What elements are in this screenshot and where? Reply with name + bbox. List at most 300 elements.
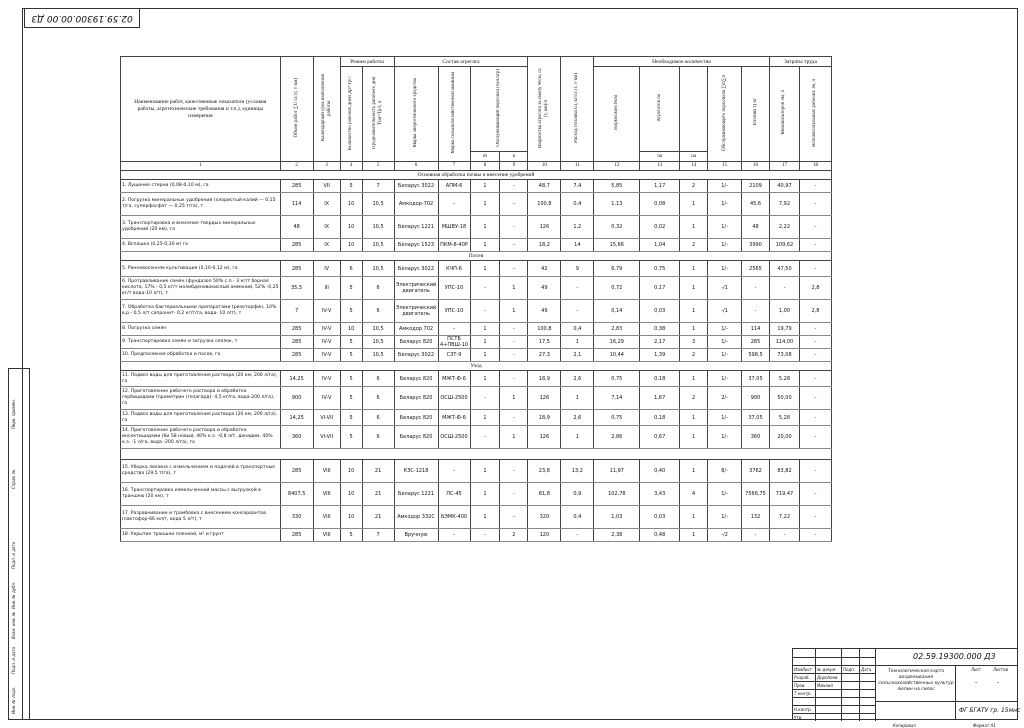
- table-cell: 285: [280, 336, 313, 349]
- operation-name: 15. Уборка люпина с измельчением и подачей в транспортные средства (29,5 т/га), т: [121, 460, 281, 483]
- table-cell: -: [438, 529, 470, 542]
- column-number: 3: [313, 162, 340, 171]
- table-cell: 3762: [742, 460, 770, 483]
- table-cell: 100,8: [528, 323, 561, 336]
- table-cell: АПМ-6: [438, 180, 470, 193]
- table-row: [121, 483, 832, 506]
- table-cell: 10,5: [362, 323, 394, 336]
- table-cell: 360: [280, 426, 313, 449]
- section-title: Основная обработка почвы и внесение удобрений: [121, 171, 832, 180]
- table-cell: -: [470, 300, 500, 323]
- table-row: [121, 300, 832, 323]
- table-cell: 13,2: [561, 460, 594, 483]
- table-cell: 7: [362, 529, 394, 542]
- table-cell: 27,3: [528, 349, 561, 362]
- table-cell: -: [561, 529, 594, 542]
- table-cell: 14: [561, 239, 594, 252]
- table-cell: 102,78: [594, 483, 640, 506]
- table-cell: 1: [680, 426, 708, 449]
- table-row: [121, 193, 832, 216]
- table-cell: 285: [280, 180, 313, 193]
- table-cell: IV-V: [313, 371, 340, 387]
- table-cell: 0,32: [594, 216, 640, 239]
- header-output: Выработка агрегата за смену Wсм, га (т, км)/ч: [528, 57, 561, 162]
- table-cell: 10: [340, 239, 362, 252]
- table-row: [121, 529, 832, 542]
- header-machine: Марка сельскохозяйственной машины: [438, 67, 470, 162]
- table-cell: 48,7: [528, 180, 561, 193]
- table-cell: 7,14: [594, 387, 640, 410]
- table-cell: 18,2: [528, 239, 561, 252]
- table-cell: 114: [280, 193, 313, 216]
- operation-name: 6. Протравливание семян (фундазол 50% с.п.- 3 кг/т борная кислота, 17% - 0,5 кг/т молибденовокислый аммоний, 52% -0,25 кг/т вода-10 л/т), т: [121, 277, 281, 300]
- table-cell: -: [500, 323, 528, 336]
- table-cell: 10,5: [362, 349, 394, 362]
- table-cell: 7,4: [561, 180, 594, 193]
- table-cell: -: [799, 506, 831, 529]
- table-cell: -: [799, 193, 831, 216]
- header-shift: Продолжительность рабочего дня Тсм=Тр/t, ч: [362, 67, 394, 162]
- table-cell: 15,66: [594, 239, 640, 252]
- table-cell: 2,17: [640, 336, 680, 349]
- table-cell: -: [742, 529, 770, 542]
- table-cell: VIII: [313, 460, 340, 483]
- table-cell: 10,5: [362, 239, 394, 252]
- tb-sheets: -: [997, 679, 1000, 686]
- table-cell: 109,62: [770, 239, 800, 252]
- operation-name: 10. Предпосевная обработка и посев, га: [121, 349, 281, 362]
- table-cell: КЧП-6: [438, 261, 470, 277]
- tb-role: Изм.: [794, 667, 804, 672]
- table-cell: 0,9: [561, 483, 594, 506]
- table-cell: Электрический двигатель: [394, 300, 438, 323]
- table-cell: -: [470, 277, 500, 300]
- table-cell: 0,72: [594, 277, 640, 300]
- header-n: n: [500, 152, 528, 162]
- table-cell: Беларус 820: [394, 336, 438, 349]
- table-cell: -: [500, 336, 528, 349]
- table-cell: 1: [680, 529, 708, 542]
- table-cell: 598,5: [742, 349, 770, 362]
- tb-sheets-label: Листов: [993, 667, 1008, 672]
- operation-name: 17. Разравнивание и трамбовка с внесением консервантов (лактофор-66 мл/т, вода 5 л/т), т: [121, 506, 281, 529]
- table-cell: 1/-: [708, 261, 742, 277]
- table-cell: 2: [680, 239, 708, 252]
- table-cell: 5: [340, 180, 362, 193]
- table-cell: ОСШ-2500: [438, 426, 470, 449]
- operation-name: 9. Транспортировка семян и загрузка сеялок, т: [121, 336, 281, 349]
- table-cell: 120: [528, 529, 561, 542]
- table-row: [121, 239, 832, 252]
- header-term: Календарный срок выполнения работы: [313, 57, 340, 162]
- header-units: Агрегатов nа: [640, 67, 680, 152]
- table-cell: -: [799, 371, 831, 387]
- corner-stamp: 02.59.19300.00.00 Д3: [24, 8, 140, 28]
- table-cell: IV-V: [313, 349, 340, 362]
- table-cell: 1: [470, 180, 500, 193]
- table-cell: 1: [470, 261, 500, 277]
- table-cell: 1/-: [708, 193, 742, 216]
- table-cell: 1/-: [708, 426, 742, 449]
- table-cell: 7: [362, 180, 394, 193]
- header-fuel-total: Топлива Q кг: [742, 67, 770, 162]
- table-cell: 1: [680, 300, 708, 323]
- table-cell: 360: [742, 426, 770, 449]
- table-cell: -: [500, 460, 528, 483]
- table-cell: -: [799, 323, 831, 336]
- table-cell: 10,44: [594, 349, 640, 362]
- table-cell: 8/-: [708, 460, 742, 483]
- table-cell: Беларус 3022: [394, 180, 438, 193]
- table-cell: Амкодор 332С: [394, 506, 438, 529]
- table-cell: 5: [340, 410, 362, 426]
- table-cell: 1,17: [640, 180, 680, 193]
- column-number: 7: [438, 162, 470, 171]
- table-cell: -: [799, 261, 831, 277]
- table-cell: 2: [680, 180, 708, 193]
- table-cell: 1: [500, 426, 528, 449]
- table-cell: 1: [500, 277, 528, 300]
- table-cell: 2,1: [561, 349, 594, 362]
- table-cell: 2,8: [799, 277, 831, 300]
- table-cell: -: [799, 336, 831, 349]
- table-cell: -: [799, 529, 831, 542]
- column-number: 14: [680, 162, 708, 171]
- table-cell: IX: [313, 193, 340, 216]
- table-cell: Амкодор-702: [394, 193, 438, 216]
- column-number: 18: [799, 162, 831, 171]
- table-cell: 1: [680, 261, 708, 277]
- table-cell: 0,40: [640, 460, 680, 483]
- table-cell: Беларус 1523: [394, 239, 438, 252]
- tb-sheet-label: Лист: [971, 667, 982, 672]
- section-spacer: [121, 449, 832, 460]
- table-cell: Вручную: [394, 529, 438, 542]
- table-cell: -/1: [708, 277, 742, 300]
- table-cell: 6: [362, 277, 394, 300]
- header-m: m: [470, 152, 500, 162]
- table-cell: -/2: [708, 529, 742, 542]
- table-cell: 1: [470, 239, 500, 252]
- table-cell: VI-VII: [313, 410, 340, 426]
- tb-role: Н.контр.: [794, 707, 812, 712]
- table-cell: 1: [680, 277, 708, 300]
- table-cell: 5: [340, 349, 362, 362]
- table-cell: 23,8: [528, 460, 561, 483]
- table-cell: 1: [500, 387, 528, 410]
- side-label: Инв. № подл.: [11, 686, 16, 714]
- table-cell: 132: [742, 506, 770, 529]
- table-cell: 0,75: [640, 261, 680, 277]
- side-label: Подп. и дата: [11, 541, 16, 569]
- operation-name: 12. Приготовление рабочего раствора и обработка гербицидами (прометрин (гезагард)- 4,5 кг/га, вода-200 л/га), га: [121, 387, 281, 410]
- operation-name: 2. Погрузка минеральных удобрений (хлористый калий — 0,15 т/га, суперфосфат — 0,25 т/га), т: [121, 193, 281, 216]
- table-cell: КЗС-1218: [394, 460, 438, 483]
- table-cell: -: [799, 387, 831, 410]
- table-cell: 719,47: [770, 483, 800, 506]
- table-cell: -: [438, 323, 470, 336]
- table-cell: -: [799, 460, 831, 483]
- technology-table: [120, 56, 832, 542]
- table-cell: 37,05: [742, 410, 770, 426]
- header-na: na: [640, 152, 680, 162]
- table-cell: Беларус 1221: [394, 216, 438, 239]
- table-cell: 35,5: [280, 277, 313, 300]
- table-cell: VIII: [313, 506, 340, 529]
- table-cell: 285: [280, 460, 313, 483]
- table-cell: 0,14: [594, 300, 640, 323]
- table-row: [121, 336, 832, 349]
- table-cell: 1: [680, 410, 708, 426]
- table-cell: 0,38: [640, 323, 680, 336]
- table-cell: Беларус 820: [394, 387, 438, 410]
- side-label: Взам. инв. №: [11, 611, 16, 639]
- table-cell: 37,05: [742, 371, 770, 387]
- table-cell: 1: [470, 349, 500, 362]
- table-cell: 320: [528, 506, 561, 529]
- table-cell: 1: [680, 323, 708, 336]
- operation-name: 16. Транспортировка измельченной массы с выгрузкой в траншею (20 км), т: [121, 483, 281, 506]
- table-cell: 14,25: [280, 410, 313, 426]
- table-cell: 8407,5: [280, 483, 313, 506]
- table-cell: 5: [340, 300, 362, 323]
- table-cell: 1/-: [708, 483, 742, 506]
- table-cell: 6: [340, 261, 362, 277]
- column-number: 17: [770, 162, 800, 171]
- column-number: 13: [640, 162, 680, 171]
- table-cell: 6: [362, 387, 394, 410]
- table-cell: 0,75: [594, 371, 640, 387]
- table-cell: 7566,75: [742, 483, 770, 506]
- table-cell: 10,5: [362, 193, 394, 216]
- table-cell: 100,8: [528, 193, 561, 216]
- table-cell: 1: [561, 336, 594, 349]
- table-row: [121, 410, 832, 426]
- table-row: [121, 261, 832, 277]
- table-cell: 1,03: [594, 506, 640, 529]
- table-cell: 1: [680, 371, 708, 387]
- table-cell: 1: [500, 300, 528, 323]
- table-cell: 2565: [742, 261, 770, 277]
- table-cell: 2109: [742, 180, 770, 193]
- table-cell: IX: [313, 239, 340, 252]
- table-cell: 6: [362, 371, 394, 387]
- table-cell: IV-V: [313, 336, 340, 349]
- table-cell: 6: [362, 300, 394, 323]
- table-cell: 3: [680, 336, 708, 349]
- table-cell: ПСТБ 4+ПВШ-10: [439, 336, 469, 348]
- table-cell: МЖТ-Ф-6: [438, 371, 470, 387]
- operation-name: 3. Транспортировка и внесение твердых минеральных удобрений (20 км), га: [121, 216, 281, 239]
- section-row: [121, 362, 832, 371]
- table-cell: 2,86: [594, 426, 640, 449]
- operation-name: 1. Лущение стерни (0,08-0,10 м), га: [121, 180, 281, 193]
- table-cell: 47,50: [770, 261, 800, 277]
- table-cell: 1/-: [708, 371, 742, 387]
- table-cell: -: [799, 216, 831, 239]
- header-staff: Обслуживающий персонал (чел/агр): [470, 67, 528, 152]
- table-cell: 49: [528, 300, 561, 323]
- table-cell: 2,22: [770, 216, 800, 239]
- header-group-mode: Режим работы: [340, 57, 394, 67]
- table-cell: 5: [340, 426, 362, 449]
- table-cell: 0,08: [640, 193, 680, 216]
- table-cell: Беларус 820: [394, 426, 438, 449]
- table-cell: 2,8: [799, 300, 831, 323]
- table-cell: 7,92: [770, 193, 800, 216]
- title-block: [792, 648, 1021, 728]
- table-cell: 1: [470, 323, 500, 336]
- tb-name: Михаил: [817, 683, 834, 688]
- table-cell: 73,08: [770, 349, 800, 362]
- table-cell: -: [500, 216, 528, 239]
- table-cell: VIII: [313, 529, 340, 542]
- table-cell: -: [799, 239, 831, 252]
- table-cell: 1/-: [708, 410, 742, 426]
- table-cell: VIII: [313, 483, 340, 506]
- table-cell: 1: [470, 506, 500, 529]
- table-cell: 7,22: [770, 506, 800, 529]
- column-number: 9: [500, 162, 528, 171]
- table-cell: 0,02: [640, 216, 680, 239]
- table-cell: 1: [680, 506, 708, 529]
- table-row: [121, 460, 832, 483]
- column-number: 6: [394, 162, 438, 171]
- header-days: Количество рабочих дней Др=Тр/7: [340, 67, 362, 162]
- table-cell: 0,75: [594, 410, 640, 426]
- side-label: Подп. и дата: [11, 646, 16, 674]
- table-cell: 900: [280, 387, 313, 410]
- table-cell: 16,29: [594, 336, 640, 349]
- table-cell: 1/-: [708, 336, 742, 349]
- table-cell: 42: [528, 261, 561, 277]
- section-title: Посев: [121, 252, 832, 261]
- table-cell: МШВУ-18: [438, 216, 470, 239]
- table-cell: 4: [680, 483, 708, 506]
- table-cell: 1: [470, 216, 500, 239]
- table-cell: 50,00: [770, 387, 800, 410]
- table-cell: 1/-: [708, 239, 742, 252]
- tb-copied: Копировал: [893, 723, 916, 728]
- table-cell: 1,04: [640, 239, 680, 252]
- column-number: 12: [594, 162, 640, 171]
- operation-name: 14. Приготовление рабочего раствора и обработка инсектицидами (би 58 новый, 40% к.э. -0,8 л/т, данадим, 40% к.э. -1 л/га, вода -200 л/га), га: [121, 426, 281, 449]
- header-group-need: Необходимое количество: [594, 57, 770, 67]
- table-cell: 330: [280, 506, 313, 529]
- table-row: [121, 371, 832, 387]
- operation-name: 13. Подвоз воды для приготовления раствора (20 км, 200 л/га), га: [121, 410, 281, 426]
- table-cell: 1: [680, 216, 708, 239]
- table-cell: 11,97: [594, 460, 640, 483]
- table-cell: -: [561, 277, 594, 300]
- section-title: Уход: [121, 362, 832, 371]
- table-cell: Электрический двигатель: [394, 277, 438, 300]
- table-cell: 285: [280, 529, 313, 542]
- section-row: [121, 252, 832, 261]
- table-cell: IX: [313, 216, 340, 239]
- table-cell: -: [799, 410, 831, 426]
- table-row: [121, 323, 832, 336]
- table-cell: 126: [528, 387, 561, 410]
- table-row: [121, 387, 832, 410]
- table-cell: Беларус 3022: [394, 349, 438, 362]
- column-number: 15: [708, 162, 742, 171]
- table-cell: 0,4: [561, 506, 594, 529]
- table-cell: 0,18: [640, 410, 680, 426]
- tb-role: Пров.: [794, 683, 806, 688]
- tb-role: Лист: [802, 667, 813, 672]
- operation-name: 8. Погрузка семян: [121, 323, 281, 336]
- table-cell: -: [500, 349, 528, 362]
- operation-name: 7. Обработка бактериальными препаратами (ризоторфин, 10% в.р.- 0,5 л/т сапронит- 0,2 кг/т/га, вода- 10 л/т), т: [121, 300, 281, 323]
- table-cell: 1: [470, 371, 500, 387]
- table-cell: 10: [340, 460, 362, 483]
- tb-role: Утв.: [794, 715, 803, 720]
- table-cell: 21: [362, 506, 394, 529]
- table-row: [121, 426, 832, 449]
- column-number: 10: [528, 162, 561, 171]
- table-cell: -: [438, 460, 470, 483]
- table-cell: 2/-: [708, 387, 742, 410]
- table-cell: 21: [362, 483, 394, 506]
- table-cell: III: [313, 277, 340, 300]
- operation-name: 4. Вспашка (0,25-0,30 м) га: [121, 239, 281, 252]
- tb-code: 02.59.19300.000 Д3: [913, 652, 996, 661]
- table-cell: ОСШ-2500: [438, 387, 470, 410]
- tb-format: Формат А1: [973, 723, 996, 728]
- table-cell: 1/-: [708, 216, 742, 239]
- table-cell: 2: [500, 529, 528, 542]
- table-cell: 2: [680, 387, 708, 410]
- table-cell: 1,00: [770, 300, 800, 323]
- header-group-unit: Состав агрегата: [394, 57, 528, 67]
- table-cell: 5: [340, 336, 362, 349]
- table-cell: 1: [470, 336, 500, 349]
- column-number: 2: [280, 162, 313, 171]
- table-cell: -: [500, 483, 528, 506]
- table-cell: -: [799, 483, 831, 506]
- table-cell: 21: [362, 460, 394, 483]
- table-cell: 6: [362, 410, 394, 426]
- table-cell: 10,5: [362, 261, 394, 277]
- table-cell: -/1: [708, 300, 742, 323]
- table-cell: Беларус 820: [394, 371, 438, 387]
- table-cell: 1,13: [594, 193, 640, 216]
- table-cell: ПС-45: [438, 483, 470, 506]
- operation-name: 5. Ранневесенняя культивация (0,10-0,12 м), га: [121, 261, 281, 277]
- table-cell: УПС-10: [438, 277, 470, 300]
- header-group-labor: Затраты труда: [770, 57, 832, 67]
- table-cell: -: [799, 426, 831, 449]
- table-cell: 6,79: [594, 261, 640, 277]
- table-cell: БЭМК-400: [438, 506, 470, 529]
- table-cell: 1: [470, 410, 500, 426]
- table-cell: 0,4: [561, 323, 594, 336]
- header-na2: na: [680, 152, 708, 162]
- table-cell: -: [438, 193, 470, 216]
- table-cell: 40,97: [770, 180, 800, 193]
- table-cell: VI-VII: [313, 426, 340, 449]
- tb-role: № докум.: [817, 667, 837, 672]
- operation-name: 11. Подвоз воды для приготовления раствора (20 км, 200 л/га), га: [121, 371, 281, 387]
- table-cell: -: [742, 277, 770, 300]
- table-cell: -: [561, 300, 594, 323]
- table-cell: 1: [470, 460, 500, 483]
- table-cell: -: [799, 349, 831, 362]
- table-cell: 5,85: [594, 180, 640, 193]
- header-shifts: Нормосмен Nсм: [594, 67, 640, 162]
- tb-role: Т.контр.: [794, 691, 812, 696]
